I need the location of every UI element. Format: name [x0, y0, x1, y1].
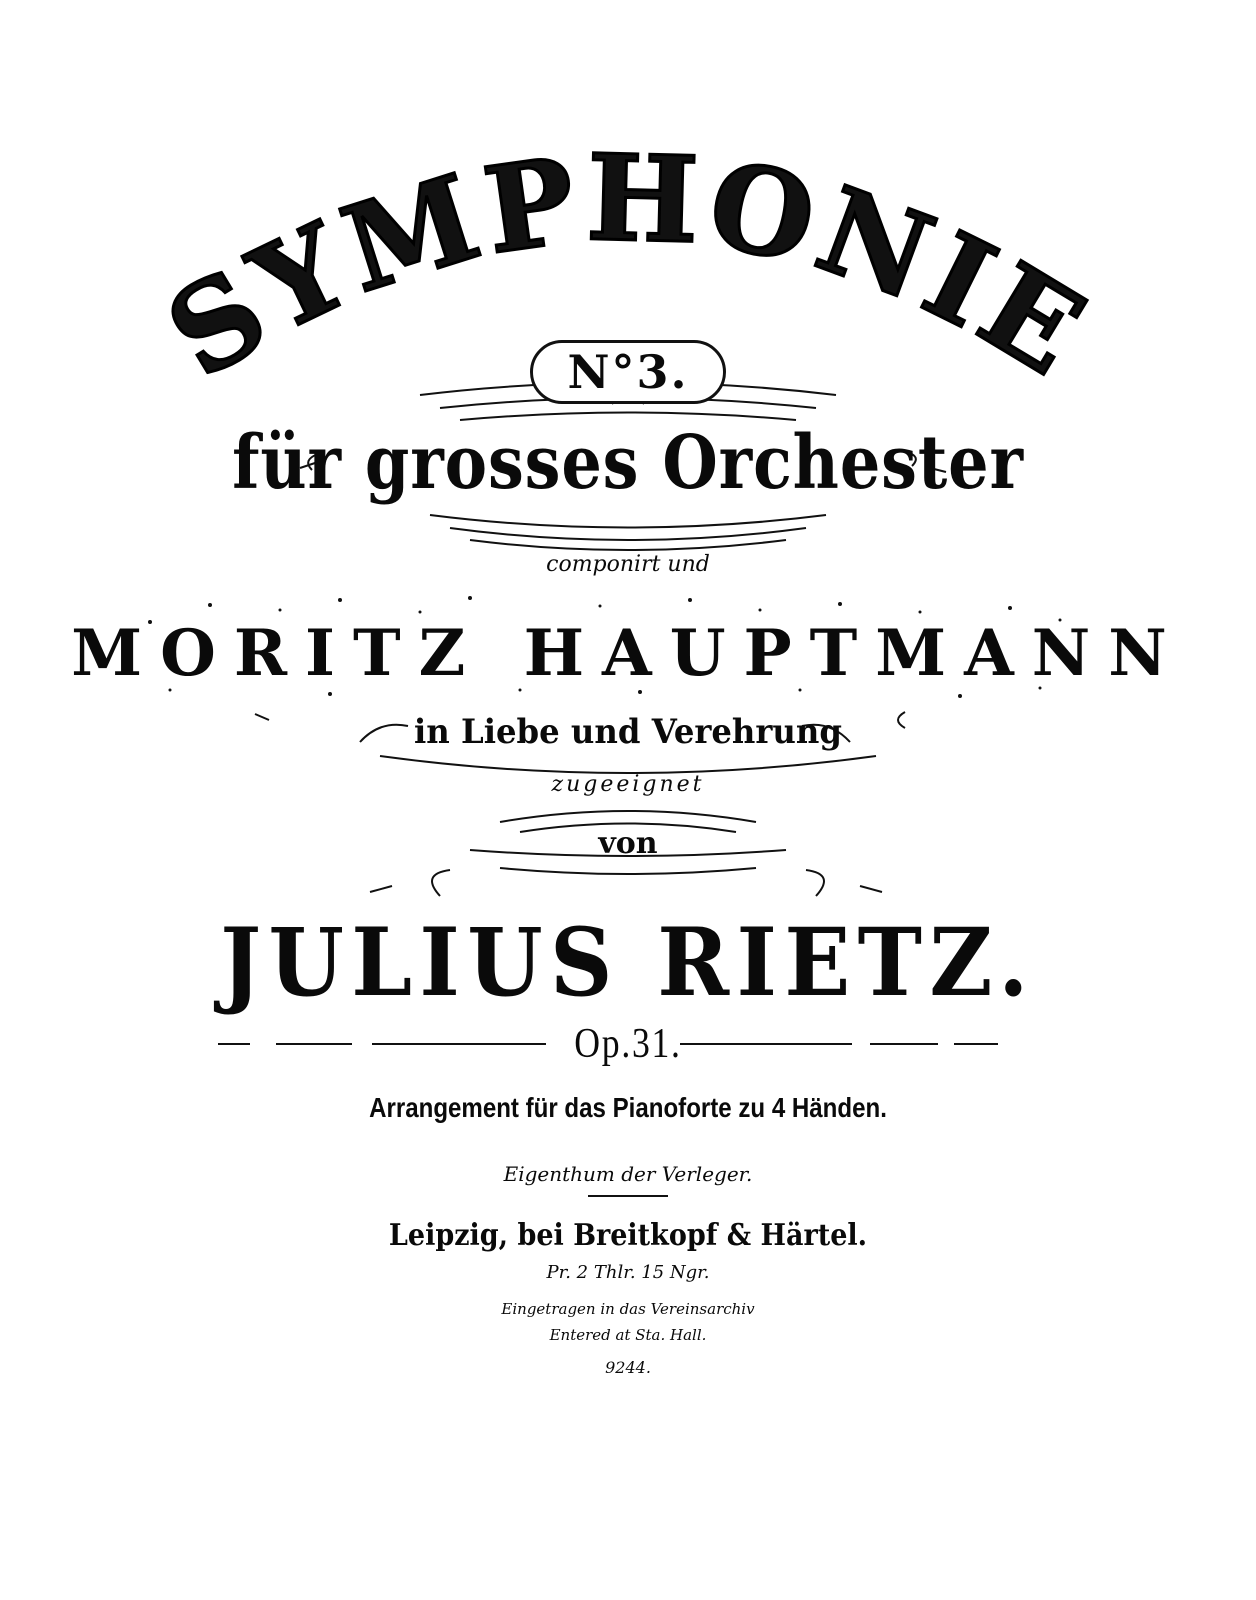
by-label: von [598, 826, 658, 861]
dedication-line: in Liebe und Verehrung [414, 712, 842, 752]
composed-and: componirt und [546, 552, 710, 577]
dedication-end: zugeeignet [551, 772, 705, 797]
subtitle-orchestra: für grosses Orchester [232, 420, 1024, 506]
opus-number: Op.31. [574, 1021, 682, 1067]
plate-number: 9244. [605, 1358, 651, 1377]
number-label: N°3. [530, 340, 725, 404]
arrangement-line: Arrangement für das Pianoforte zu 4 Händen. [369, 1092, 887, 1123]
title-symphonie: SYMPHONIE [144, 127, 1112, 405]
property-notice: Eigenthum der Verleger. [503, 1162, 753, 1186]
dedicatee-name: MORITZ HAUPTMANN [71, 616, 1185, 691]
registration-line-2: Entered at Sta. Hall. [549, 1326, 707, 1344]
registration-line-1: Eingetragen in das Vereinsarchiv [501, 1300, 755, 1318]
symphony-number [0, 340, 1256, 404]
price-line: Pr. 2 Thlr. 15 Ngr. [546, 1262, 710, 1283]
composer-name: JULIUS RIETZ. [220, 908, 1036, 1018]
publisher-line: Leipzig, bei Breitkopf & Härtel. [388, 1218, 868, 1253]
